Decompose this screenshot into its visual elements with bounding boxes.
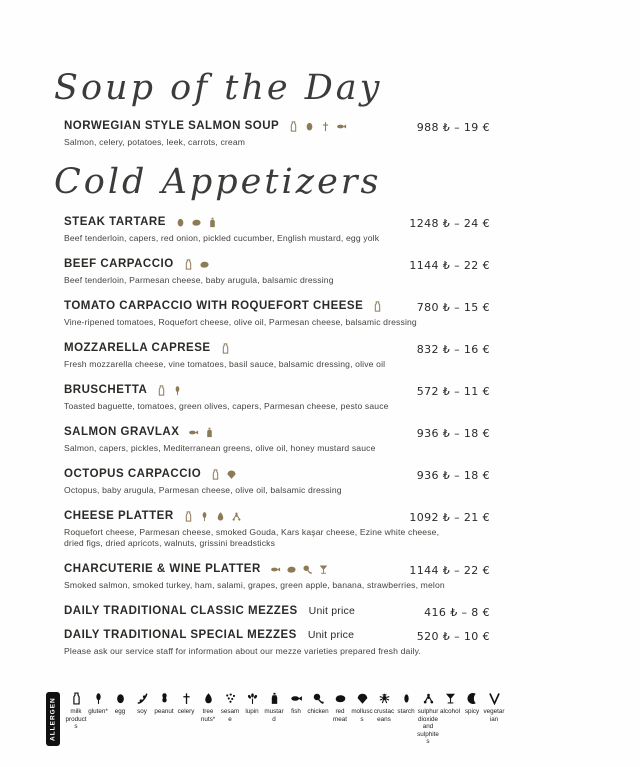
legend-entry	[109, 692, 131, 716]
legend-entry	[153, 692, 175, 716]
menu-item-left	[64, 342, 231, 354]
item-price: 572 ₺ – 11 €	[416, 385, 490, 398]
item-title: NORWEGIAN STYLE SALMON SOUP	[64, 120, 280, 132]
item-description: Beef tenderloin, Parmesan cheese, baby arugula, balsamic dressing	[64, 275, 334, 285]
item-allergen-icons	[288, 121, 347, 132]
menu-item-row	[64, 216, 490, 230]
legend-entry	[351, 692, 373, 723]
menu-item	[64, 258, 490, 286]
legend-label: mustard	[264, 708, 284, 723]
menu-sections	[54, 68, 490, 671]
legend-entry	[219, 692, 241, 723]
menu-item-row	[64, 258, 490, 272]
item-price: 936 ₺ – 18 €	[416, 427, 490, 440]
menu-item	[64, 342, 490, 370]
item-allergen-icons	[156, 385, 183, 396]
menu-item-left	[64, 216, 218, 228]
soy-icon	[136, 692, 149, 705]
legend-entry	[373, 692, 395, 723]
molluscs-icon	[226, 469, 237, 480]
menu-item-left	[64, 258, 210, 270]
item-title: SALMON GRAVLAX	[64, 426, 180, 438]
item-description: Salmon, celery, potatoes, leek, carrots, cream	[64, 137, 246, 147]
legend-entry	[87, 692, 109, 716]
item-price: 936 ₺ – 18 €	[416, 469, 490, 482]
item-title: BRUSCHETTA	[64, 384, 148, 396]
item-price: 988 ₺ – 19 €	[416, 121, 490, 134]
legend-label: red meat	[333, 708, 347, 723]
menu-item-left	[64, 300, 383, 312]
vegetarian-icon	[488, 692, 501, 705]
legend-entry	[263, 692, 285, 723]
item-description: Beef tenderloin, capers, red onion, pickled cucumber, English mustard, egg yolk	[64, 233, 380, 243]
item-allergen-icons	[183, 511, 242, 522]
legend-label: fish	[291, 708, 301, 715]
menu-item-left	[64, 605, 355, 617]
item-price: 1144 ₺ – 22 €	[409, 564, 490, 577]
menu-item-left	[64, 468, 237, 480]
fish-icon	[290, 692, 303, 705]
legend-label: chicken	[307, 708, 329, 715]
menu-item-row	[64, 510, 490, 524]
chicken-icon	[312, 692, 325, 705]
egg-icon	[175, 217, 186, 228]
tree-nuts-icon	[202, 692, 215, 705]
milk-products-icon	[70, 692, 83, 705]
legend-label: tree nuts*	[200, 708, 216, 723]
item-description: Salmon, capers, pickles, Mediterranean greens, olive oil, honey mustard sauce	[64, 443, 376, 453]
menu-item	[64, 300, 490, 328]
egg-icon	[114, 692, 127, 705]
legend-entry	[483, 692, 505, 723]
item-title: DAILY TRADITIONAL CLASSIC MEZZES	[64, 605, 298, 617]
legend-label: spicy	[464, 708, 480, 715]
menu-item-left	[64, 563, 329, 575]
sesame-icon	[224, 692, 237, 705]
item-price-type-label: Unit price	[307, 629, 355, 641]
celery-icon	[180, 692, 193, 705]
menu-item-left	[64, 384, 183, 396]
spicy-icon	[466, 692, 479, 705]
legend-entry	[285, 692, 307, 716]
peanut-icon	[158, 692, 171, 705]
fish-icon	[270, 564, 281, 575]
item-price: 416 ₺ – 8 €	[424, 606, 490, 619]
menu-item	[64, 629, 490, 657]
menu-item	[64, 384, 490, 412]
mustard-icon	[268, 692, 281, 705]
item-allergen-icons	[183, 259, 210, 270]
item-allergen-icons	[372, 301, 383, 312]
allergen-legend-entries	[65, 692, 505, 746]
legend-entry	[241, 692, 263, 716]
allergen-legend	[46, 692, 505, 746]
milk-products-icon	[183, 259, 194, 270]
item-allergen-icons	[188, 427, 215, 438]
item-title: CHEESE PLATTER	[64, 510, 174, 522]
legend-entry	[131, 692, 153, 716]
menu-item-left	[64, 510, 242, 522]
item-title: TOMATO CARPACCIO WITH ROQUEFORT CHEESE	[64, 300, 364, 312]
menu-item-row	[64, 300, 490, 314]
item-description: Vine-ripened tomatoes, Roquefort cheese, olive oil, Parmesan cheese, balsamic dressing	[64, 317, 417, 327]
legend-label: gluten*	[88, 708, 108, 715]
crustaceans-icon	[378, 692, 391, 705]
menu-item	[64, 216, 490, 244]
red-meat-icon	[334, 692, 347, 705]
menu-item-left	[64, 120, 347, 132]
red-meat-icon	[191, 217, 202, 228]
legend-label: soy	[137, 708, 147, 715]
milk-products-icon	[210, 469, 221, 480]
legend-entry	[175, 692, 197, 716]
milk-products-icon	[156, 385, 167, 396]
item-description: Roquefort cheese, Parmesan cheese, smoked Gouda, Kars kaşar cheese, Ezine white cheese, dried figs, dried apricots, walnuts, grissini breadsticks	[64, 527, 440, 548]
section-heading: Cold Appetizers	[54, 162, 382, 202]
item-price: 520 ₺ – 10 €	[416, 630, 490, 643]
legend-entry	[197, 692, 219, 723]
menu-item-left	[64, 629, 354, 641]
legend-label: vegetarian	[483, 708, 505, 723]
item-description: Octopus, baby arugula, Parmesan cheese, olive oil, balsamic dressing	[64, 485, 342, 495]
item-price: 832 ₺ – 16 €	[416, 343, 490, 356]
gluten-icon	[172, 385, 183, 396]
allergen-badge: ALLERGEN	[46, 692, 60, 746]
menu-item-row	[64, 426, 490, 440]
fish-icon	[336, 121, 347, 132]
menu-item-row	[64, 468, 490, 482]
mustard-icon	[204, 427, 215, 438]
menu-item-row	[64, 384, 490, 398]
legend-entry	[65, 692, 87, 731]
molluscs-icon	[356, 692, 369, 705]
item-title: STEAK TARTARE	[64, 216, 166, 228]
menu-item	[64, 426, 490, 454]
item-title: CHARCUTERIE & WINE PLATTER	[64, 563, 261, 575]
menu-item	[64, 563, 490, 591]
legend-entry	[395, 692, 417, 716]
sulphur-dioxide-icon	[422, 692, 435, 705]
legend-label: crustaceans	[373, 708, 395, 723]
item-description: Smoked salmon, smoked turkey, ham, salami, grapes, green apple, banana, strawberries, melon	[64, 580, 445, 590]
menu-item-row	[64, 605, 490, 619]
item-price: 1248 ₺ – 24 €	[409, 217, 490, 230]
item-allergen-icons	[175, 217, 218, 228]
alcohol-icon	[444, 692, 457, 705]
chicken-icon	[302, 564, 313, 575]
menu-item	[64, 120, 490, 148]
legend-label: egg	[114, 708, 126, 715]
item-title: BEEF CARPACCIO	[64, 258, 174, 270]
legend-label: sesame	[220, 708, 240, 723]
legend-entry	[439, 692, 461, 716]
menu-item	[64, 510, 490, 549]
red-meat-icon	[286, 564, 297, 575]
milk-products-icon	[372, 301, 383, 312]
legend-entry	[417, 692, 439, 746]
milk-products-icon	[288, 121, 299, 132]
alcohol-icon	[318, 564, 329, 575]
item-price: 1144 ₺ – 22 €	[409, 259, 490, 272]
legend-label: lupin	[245, 708, 259, 715]
legend-entry	[461, 692, 483, 716]
menu-item	[64, 605, 490, 619]
sulphur-dioxide-icon	[231, 511, 242, 522]
milk-products-icon	[183, 511, 194, 522]
legend-label: milk products	[65, 708, 87, 730]
item-description: Toasted baguette, tomatoes, green olives, capers, Parmesan cheese, pesto sauce	[64, 401, 389, 411]
menu-item-row	[64, 120, 490, 134]
starch-icon	[400, 692, 413, 705]
legend-label: starch	[397, 708, 415, 715]
fish-icon	[188, 427, 199, 438]
egg-icon	[304, 121, 315, 132]
item-allergen-icons	[270, 564, 329, 575]
item-description: Fresh mozzarella cheese, vine tomatoes, basil sauce, balsamic dressing, olive oil	[64, 359, 386, 369]
item-price: 780 ₺ – 15 €	[416, 301, 490, 314]
item-title: OCTOPUS CARPACCIO	[64, 468, 202, 480]
legend-entry	[307, 692, 329, 716]
item-title: DAILY TRADITIONAL SPECIAL MEZZES	[64, 629, 297, 641]
item-allergen-icons	[210, 469, 237, 480]
tree-nuts-icon	[215, 511, 226, 522]
legend-label: peanut	[154, 708, 174, 715]
legend-label: alcohol	[440, 708, 460, 715]
menu-item-left	[64, 426, 215, 438]
item-price-type-label: Unit price	[308, 605, 356, 617]
milk-products-icon	[220, 343, 231, 354]
menu-item	[64, 468, 490, 496]
legend-label: sulphur dioxide and sulphites	[417, 708, 439, 745]
item-description: Please ask our service staff for information about our mezze varieties prepared fresh daily.	[64, 646, 421, 656]
menu-item-row	[64, 563, 490, 577]
legend-entry	[329, 692, 351, 723]
item-allergen-icons	[220, 343, 231, 354]
menu-item-row	[64, 342, 490, 356]
gluten-icon	[199, 511, 210, 522]
section-heading: Soup of the Day	[54, 68, 383, 108]
legend-label: celery	[177, 708, 195, 715]
legend-label: molluscs	[351, 708, 373, 723]
celery-icon	[320, 121, 331, 132]
menu-item-row	[64, 629, 490, 643]
item-price: 1092 ₺ – 21 €	[409, 511, 490, 524]
red-meat-icon	[199, 259, 210, 270]
item-title: MOZZARELLA CAPRESE	[64, 342, 211, 354]
mustard-icon	[207, 217, 218, 228]
gluten-icon	[92, 692, 105, 705]
lupin-icon	[246, 692, 259, 705]
